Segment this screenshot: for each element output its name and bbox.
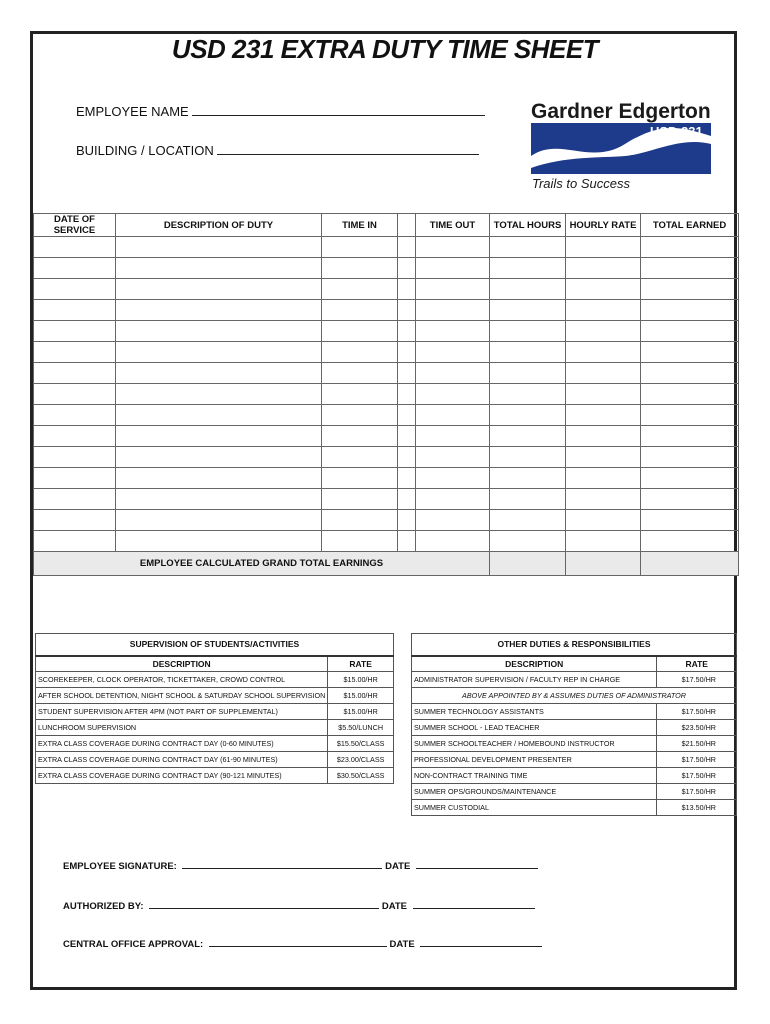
other-duty-row-description: SUMMER OPS/GROUNDS/MAINTENANCE — [412, 784, 657, 800]
building-location-label: BUILDING / LOCATION — [76, 143, 214, 158]
total-earned-cell[interactable] — [641, 489, 739, 510]
hourly-rate-cell[interactable] — [566, 384, 641, 405]
header-total-earned: TOTAL EARNED — [641, 214, 739, 237]
total-hours-cell[interactable] — [490, 531, 566, 552]
time-entry-row — [34, 510, 739, 531]
other-duty-row-rate: $23.50/HR — [657, 720, 737, 736]
time-entry-row — [34, 468, 739, 489]
hourly-rate-cell[interactable] — [566, 279, 641, 300]
total-hours-cell[interactable] — [490, 258, 566, 279]
time-in-cell[interactable] — [322, 342, 398, 363]
spacer-cell — [398, 468, 416, 489]
supervision-row-description: AFTER SCHOOL DETENTION, NIGHT SCHOOL & SATURDAY SCHOOL SUPERVISION — [36, 688, 328, 704]
central-office-date-label: DATE — [389, 939, 415, 950]
spacer-cell — [398, 531, 416, 552]
time-in-cell[interactable] — [322, 489, 398, 510]
time-entry-row — [34, 426, 739, 447]
total-earned-cell[interactable] — [641, 363, 739, 384]
other-duty-rate: $17.50/HR — [657, 672, 737, 688]
time-entry-row — [34, 447, 739, 468]
hourly-rate-cell[interactable] — [566, 321, 641, 342]
other-duty-row — [412, 704, 737, 720]
time-in-cell[interactable] — [322, 258, 398, 279]
time-out-cell[interactable] — [416, 447, 490, 468]
time-out-cell[interactable] — [416, 342, 490, 363]
description-cell[interactable] — [116, 300, 322, 321]
supervision-row-description: EXTRA CLASS COVERAGE DURING CONTRACT DAY (0-60 MINUTES) — [36, 736, 328, 752]
spacer-cell — [398, 363, 416, 384]
date-cell[interactable] — [34, 342, 116, 363]
entry-rows — [34, 237, 739, 552]
supervision-row-rate: $15.00/HR — [328, 704, 394, 720]
total-hours-cell[interactable] — [490, 447, 566, 468]
total-earned-cell[interactable] — [641, 384, 739, 405]
date-cell[interactable] — [34, 384, 116, 405]
supervision-row — [36, 736, 394, 752]
other-duties-description-header: DESCRIPTION — [412, 656, 657, 672]
time-entry-row — [34, 279, 739, 300]
description-cell[interactable] — [116, 279, 322, 300]
date-cell[interactable] — [34, 405, 116, 426]
time-entry-row — [34, 384, 739, 405]
time-out-cell[interactable] — [416, 258, 490, 279]
time-out-cell[interactable] — [416, 489, 490, 510]
total-earned-cell[interactable] — [641, 321, 739, 342]
total-hours-cell[interactable] — [490, 468, 566, 489]
employee-signature-field[interactable] — [182, 859, 382, 869]
total-earned-cell[interactable] — [641, 426, 739, 447]
employee-name-line[interactable] — [192, 103, 485, 116]
spacer-cell — [398, 321, 416, 342]
time-entry-row — [34, 258, 739, 279]
description-cell[interactable] — [116, 510, 322, 531]
other-duty-row — [412, 752, 737, 768]
employee-signature-line[interactable] — [63, 859, 538, 872]
logo-name: Gardner Edgerton — [531, 100, 711, 123]
hourly-rate-cell[interactable] — [566, 489, 641, 510]
authorized-by-line[interactable] — [63, 899, 535, 912]
other-duty-row-rate: $17.50/HR — [657, 752, 737, 768]
table-header-row — [34, 214, 739, 237]
description-cell[interactable] — [116, 489, 322, 510]
time-out-cell[interactable] — [416, 531, 490, 552]
employee-name-label: EMPLOYEE NAME — [76, 104, 189, 119]
spacer-cell — [398, 447, 416, 468]
supervision-row-description: SCOREKEEPER, CLOCK OPERATOR, TICKETTAKER, CROWD CONTROL — [36, 672, 328, 688]
total-hours-cell[interactable] — [490, 237, 566, 258]
other-duty-row-description: SUMMER SCHOOLTEACHER / HOMEBOUND INSTRUCTOR — [412, 736, 657, 752]
hourly-rate-cell[interactable] — [566, 468, 641, 489]
description-cell[interactable] — [116, 237, 322, 258]
grand-total-row — [34, 552, 739, 576]
time-out-cell[interactable] — [416, 510, 490, 531]
description-cell[interactable] — [116, 405, 322, 426]
supervision-row-rate: $23.00/CLASS — [328, 752, 394, 768]
total-hours-cell[interactable] — [490, 363, 566, 384]
date-cell[interactable] — [34, 258, 116, 279]
central-office-field[interactable] — [209, 937, 387, 947]
time-entry-row — [34, 489, 739, 510]
total-earned-cell[interactable] — [641, 510, 739, 531]
other-duty-row-rate: $17.50/HR — [657, 784, 737, 800]
other-duties-table — [411, 633, 737, 816]
other-duty-row — [412, 768, 737, 784]
description-cell[interactable] — [116, 426, 322, 447]
time-entry-row — [34, 342, 739, 363]
authorized-by-field[interactable] — [149, 899, 379, 909]
date-cell[interactable] — [34, 237, 116, 258]
time-in-cell[interactable] — [322, 468, 398, 489]
total-hours-cell[interactable] — [490, 384, 566, 405]
logo-district: USD 231 — [650, 124, 703, 139]
total-earned-cell[interactable] — [641, 342, 739, 363]
other-duty-row — [412, 672, 737, 688]
supervision-row-description: LUNCHROOM SUPERVISION — [36, 720, 328, 736]
date-cell[interactable] — [34, 300, 116, 321]
spacer-cell — [398, 384, 416, 405]
time-in-cell[interactable] — [322, 300, 398, 321]
description-cell[interactable] — [116, 447, 322, 468]
time-out-cell[interactable] — [416, 237, 490, 258]
supervision-row-rate: $15.00/HR — [328, 672, 394, 688]
other-duties-title: OTHER DUTIES & RESPONSIBILITIES — [412, 634, 737, 656]
employee-signature-date-label: DATE — [385, 861, 411, 872]
date-cell[interactable] — [34, 489, 116, 510]
description-cell[interactable] — [116, 258, 322, 279]
hourly-rate-cell[interactable] — [566, 342, 641, 363]
other-duty-rows — [412, 704, 737, 816]
date-cell[interactable] — [34, 510, 116, 531]
supervision-row-rate: $15.00/HR — [328, 688, 394, 704]
date-cell[interactable] — [34, 426, 116, 447]
central-office-line[interactable] — [63, 937, 542, 950]
grand-total-label: EMPLOYEE CALCULATED GRAND TOTAL EARNINGS — [34, 552, 490, 576]
grand-total-earned-cell[interactable] — [641, 552, 739, 576]
spacer-cell — [398, 279, 416, 300]
total-hours-cell[interactable] — [490, 510, 566, 531]
description-cell[interactable] — [116, 468, 322, 489]
other-duty-row — [412, 720, 737, 736]
time-out-cell[interactable] — [416, 300, 490, 321]
total-earned-cell[interactable] — [641, 468, 739, 489]
other-duty-row-description: SUMMER SCHOOL - LEAD TEACHER — [412, 720, 657, 736]
description-cell[interactable] — [116, 321, 322, 342]
description-cell[interactable] — [116, 342, 322, 363]
time-in-cell[interactable] — [322, 447, 398, 468]
logo-tagline: Trails to Success — [532, 176, 631, 191]
supervision-rates-table — [35, 633, 394, 784]
supervision-row — [36, 704, 394, 720]
total-hours-cell[interactable] — [490, 489, 566, 510]
total-earned-cell[interactable] — [641, 300, 739, 321]
header-total-hours: TOTAL HOURS — [490, 214, 566, 237]
time-entry-row — [34, 237, 739, 258]
supervision-title: SUPERVISION OF STUDENTS/ACTIVITIES — [36, 634, 394, 656]
supervision-row-description: EXTRA CLASS COVERAGE DURING CONTRACT DAY (61-90 MINUTES) — [36, 752, 328, 768]
total-hours-cell[interactable] — [490, 426, 566, 447]
hourly-rate-cell[interactable] — [566, 258, 641, 279]
time-out-cell[interactable] — [416, 468, 490, 489]
time-in-cell[interactable] — [322, 384, 398, 405]
total-earned-cell[interactable] — [641, 531, 739, 552]
other-duty-row-description: SUMMER TECHNOLOGY ASSISTANTS — [412, 704, 657, 720]
district-logo — [530, 96, 712, 192]
time-in-cell[interactable] — [322, 321, 398, 342]
building-location-line[interactable] — [217, 142, 479, 155]
spacer-cell — [398, 258, 416, 279]
other-duty-row-rate: $21.50/HR — [657, 736, 737, 752]
supervision-row-description: STUDENT SUPERVISION AFTER 4PM (NOT PART OF SUPPLEMENTAL) — [36, 704, 328, 720]
employee-signature-date-field[interactable] — [416, 859, 538, 869]
time-out-cell[interactable] — [416, 279, 490, 300]
supervision-rows — [36, 672, 394, 784]
time-in-cell[interactable] — [322, 405, 398, 426]
total-earned-cell[interactable] — [641, 279, 739, 300]
grand-total-hours-cell[interactable] — [490, 552, 566, 576]
time-in-cell[interactable] — [322, 510, 398, 531]
supervision-row-description: EXTRA CLASS COVERAGE DURING CONTRACT DAY (90-121 MINUTES) — [36, 768, 328, 784]
time-entry-row — [34, 300, 739, 321]
date-cell[interactable] — [34, 363, 116, 384]
time-out-cell[interactable] — [416, 405, 490, 426]
date-cell[interactable] — [34, 279, 116, 300]
time-entry-table — [33, 213, 739, 576]
other-duty-row-description: NON-CONTRACT TRAINING TIME — [412, 768, 657, 784]
total-hours-cell[interactable] — [490, 279, 566, 300]
header-spacer — [398, 214, 416, 237]
time-in-cell[interactable] — [322, 531, 398, 552]
grand-total-rate-cell[interactable] — [566, 552, 641, 576]
authorized-by-label: AUTHORIZED BY: — [63, 901, 144, 912]
hourly-rate-cell[interactable] — [566, 405, 641, 426]
supervision-row — [36, 752, 394, 768]
other-duty-row — [412, 800, 737, 816]
spacer-cell — [398, 405, 416, 426]
time-out-cell[interactable] — [416, 363, 490, 384]
total-hours-cell[interactable] — [490, 321, 566, 342]
date-cell[interactable] — [34, 531, 116, 552]
description-cell[interactable] — [116, 363, 322, 384]
supervision-description-header: DESCRIPTION — [36, 656, 328, 672]
supervision-row — [36, 768, 394, 784]
hourly-rate-cell[interactable] — [566, 510, 641, 531]
hourly-rate-cell[interactable] — [566, 237, 641, 258]
description-cell[interactable] — [116, 384, 322, 405]
date-cell[interactable] — [34, 468, 116, 489]
spacer-cell — [398, 426, 416, 447]
form-title: USD 231 EXTRA DUTY TIME SHEET — [171, 34, 599, 64]
time-in-cell[interactable] — [322, 237, 398, 258]
supervision-row — [36, 720, 394, 736]
hourly-rate-cell[interactable] — [566, 300, 641, 321]
total-earned-cell[interactable] — [641, 405, 739, 426]
header-hourly-rate: HOURLY RATE — [566, 214, 641, 237]
supervision-row-rate: $15.50/CLASS — [328, 736, 394, 752]
time-in-cell[interactable] — [322, 279, 398, 300]
supervision-rate-header: RATE — [328, 656, 394, 672]
other-duties-rate-header: RATE — [657, 656, 737, 672]
time-entry-row — [34, 405, 739, 426]
header-date-of-service: DATE OF SERVICE — [34, 214, 116, 237]
header-time-out: TIME OUT — [416, 214, 490, 237]
total-earned-cell[interactable] — [641, 447, 739, 468]
employee-name-field[interactable] — [76, 103, 485, 119]
header-time-in: TIME IN — [322, 214, 398, 237]
other-duty-note: ABOVE APPOINTED BY & ASSUMES DUTIES OF ADMINISTRATOR — [412, 688, 737, 704]
time-in-cell[interactable] — [322, 363, 398, 384]
other-duty-row-rate: $17.50/HR — [657, 704, 737, 720]
supervision-row-rate: $5.50/LUNCH — [328, 720, 394, 736]
hourly-rate-cell[interactable] — [566, 447, 641, 468]
other-duty-row-description: SUMMER CUSTODIAL — [412, 800, 657, 816]
time-entry-row — [34, 321, 739, 342]
time-entry-row — [34, 363, 739, 384]
header-description-of-duty: DESCRIPTION OF DUTY — [116, 214, 322, 237]
other-duty-note-row — [412, 688, 737, 704]
date-cell[interactable] — [34, 447, 116, 468]
total-hours-cell[interactable] — [490, 342, 566, 363]
total-hours-cell[interactable] — [490, 300, 566, 321]
time-out-cell[interactable] — [416, 321, 490, 342]
date-cell[interactable] — [34, 321, 116, 342]
hourly-rate-cell[interactable] — [566, 426, 641, 447]
spacer-cell — [398, 300, 416, 321]
authorized-by-date-label: DATE — [381, 901, 408, 912]
other-duty-row-rate: $13.50/HR — [657, 800, 737, 816]
time-in-cell[interactable] — [322, 426, 398, 447]
other-duty-row — [412, 784, 737, 800]
authorized-by-date-field[interactable] — [413, 899, 535, 909]
time-entry-row — [34, 531, 739, 552]
spacer-cell — [398, 510, 416, 531]
supervision-row — [36, 688, 394, 704]
other-duty-row-rate: $17.50/HR — [657, 768, 737, 784]
spacer-cell — [398, 342, 416, 363]
description-cell[interactable] — [116, 531, 322, 552]
supervision-row-rate: $30.50/CLASS — [328, 768, 394, 784]
time-out-cell[interactable] — [416, 426, 490, 447]
other-duty-row-description: PROFESSIONAL DEVELOPMENT PRESENTER — [412, 752, 657, 768]
spacer-cell — [398, 489, 416, 510]
spacer-cell — [398, 237, 416, 258]
other-duty-row — [412, 736, 737, 752]
total-hours-cell[interactable] — [490, 405, 566, 426]
hourly-rate-cell[interactable] — [566, 531, 641, 552]
total-earned-cell[interactable] — [641, 237, 739, 258]
central-office-label: CENTRAL OFFICE APPROVAL: — [63, 939, 204, 950]
total-earned-cell[interactable] — [641, 258, 739, 279]
time-out-cell[interactable] — [416, 384, 490, 405]
hourly-rate-cell[interactable] — [566, 363, 641, 384]
building-location-field[interactable] — [76, 142, 479, 158]
supervision-row — [36, 672, 394, 688]
central-office-date-field[interactable] — [420, 937, 542, 947]
other-duty-description: ADMINISTRATOR SUPERVISION / FACULTY REP IN CHARGE — [412, 672, 657, 688]
employee-signature-label: EMPLOYEE SIGNATURE: — [63, 861, 177, 872]
